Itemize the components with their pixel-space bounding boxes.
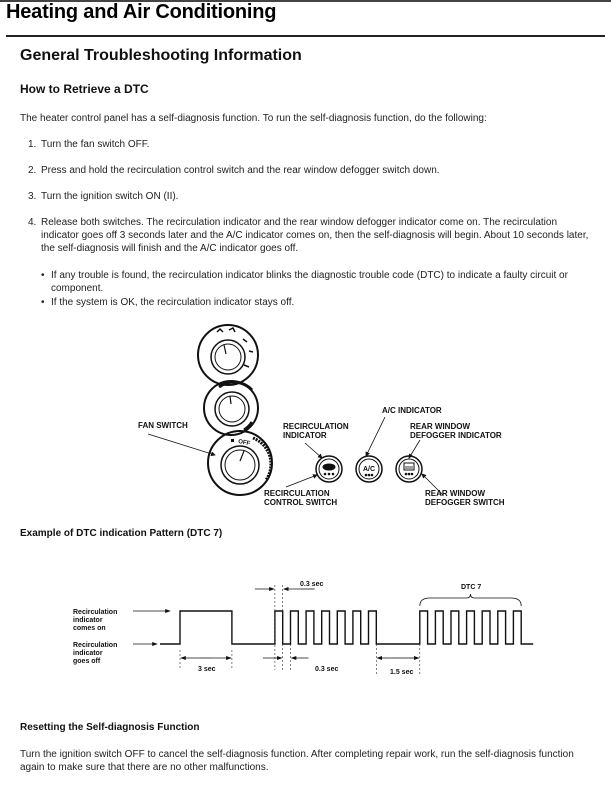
recirc-switch-label-line2: CONTROL SWITCH — [264, 498, 338, 507]
rear-indicator-label-line1: REAR WINDOW — [410, 422, 470, 431]
mode-dial-icon — [198, 325, 258, 385]
ac-indicator-leader — [366, 417, 385, 456]
step-number: 2. — [28, 165, 37, 176]
recirc-indicator-leader — [305, 443, 322, 458]
rear-switch-label-line2: DEFOGGER SWITCH — [425, 498, 505, 507]
rear-indicator-leader — [409, 440, 420, 458]
on-label-line1: Recirculation — [73, 609, 118, 616]
recirculation-switch-icon — [316, 456, 342, 482]
temperature-dial-icon — [204, 381, 258, 435]
bullet-text: If the system is OK, the recirculation indicator stays off. — [51, 297, 295, 308]
on-label-line2: indicator — [73, 617, 103, 624]
dtc-brace — [420, 594, 521, 606]
recirc-switch-leader — [286, 475, 317, 487]
title-divider — [6, 35, 605, 37]
dim-15sec-label: 1.5 sec — [390, 669, 414, 676]
reset-text: Turn the ignition switch OFF to cancel the self-diagnosis function. After completing repair work, run the self-diagnosis function again to make sure that there are no other malfunctions. — [20, 749, 574, 773]
rear-defogger-switch-icon — [396, 456, 422, 482]
recirc-indicator-label-line1: RECIRCULATION — [283, 422, 349, 431]
control-panel-diagram — [0, 310, 611, 520]
step-1 — [28, 138, 593, 151]
off-label-line3: goes off — [73, 658, 101, 665]
bullet-system-ok — [41, 296, 591, 309]
ac-button-text: A/C — [362, 466, 376, 473]
bullet-dot: • — [41, 297, 45, 308]
fan-switch-leader — [148, 434, 215, 455]
step-number: 4. — [28, 217, 37, 228]
bullet-text: If any trouble is found, the recirculation indicator blinks the diagnostic trouble code (DTC) to indicate a faulty circuit or component. — [51, 270, 568, 294]
step-3 — [28, 190, 593, 203]
dim-03sec-top-label: 0.3 sec — [300, 581, 324, 588]
step-text: Press and hold the recirculation control switch and the rear window defogger switch down. — [41, 165, 440, 176]
dim-03sec-bottom-label: 0.3 sec — [315, 666, 339, 673]
step-text: Turn the fan switch OFF. — [41, 139, 150, 150]
step-text: Release both switches. The recirculation indicator and the rear window defogger indicator come on. The recirculation indicator goes off 3 seconds later and the A/C indicator comes on, then the self-diagnosis will begin. About 10 seconds later, the self-diagnosis will finish and the A/C indicator goes off. — [41, 217, 589, 254]
dim-3sec-label: 3 sec — [198, 666, 216, 673]
section-title: Heating and Air Conditioning — [6, 1, 277, 23]
timing-waveform-svg — [0, 570, 611, 690]
rear-indicator-label-line2: DEFOGGER INDICATOR — [410, 431, 502, 440]
step-text: Turn the ignition switch ON (II). — [41, 191, 179, 202]
dtc-brace-label: DTC 7 — [461, 584, 482, 591]
retrieve-dtc-heading: How to Retrieve a DTC — [20, 82, 149, 96]
dtc-timing-diagram — [0, 570, 611, 690]
off-label-line2: indicator — [73, 650, 103, 657]
reset-heading: Resetting the Self-diagnosis Function — [20, 722, 200, 733]
waveform-line — [160, 611, 533, 644]
recirc-indicator-label-line2: INDICATOR — [283, 431, 327, 440]
bullet-dot: • — [41, 270, 45, 281]
fan-off-mark: OFF — [237, 439, 251, 448]
ac-indicator-label: A/C INDICATOR — [382, 406, 442, 415]
step-number: 1. — [28, 139, 37, 150]
dtc-example-heading: Example of DTC indication Pattern (DTC 7) — [20, 528, 223, 539]
intro-text: The heater control panel has a self-diagnosis function. To run the self-diagnosis function, do the following: — [20, 113, 487, 124]
step-2 — [28, 164, 593, 177]
off-label-line1: Recirculation — [73, 642, 118, 649]
step-4 — [28, 216, 593, 255]
fan-switch-label: FAN SWITCH — [138, 421, 188, 430]
page-title: General Troubleshooting Information — [20, 47, 302, 64]
on-label-line3: comes on — [73, 625, 106, 632]
recirc-switch-label-line1: RECIRCULATION — [264, 489, 330, 498]
rear-switch-label-line1: REAR WINDOW — [425, 489, 485, 498]
step-number: 3. — [28, 191, 37, 202]
bullet-trouble-found — [41, 269, 591, 295]
